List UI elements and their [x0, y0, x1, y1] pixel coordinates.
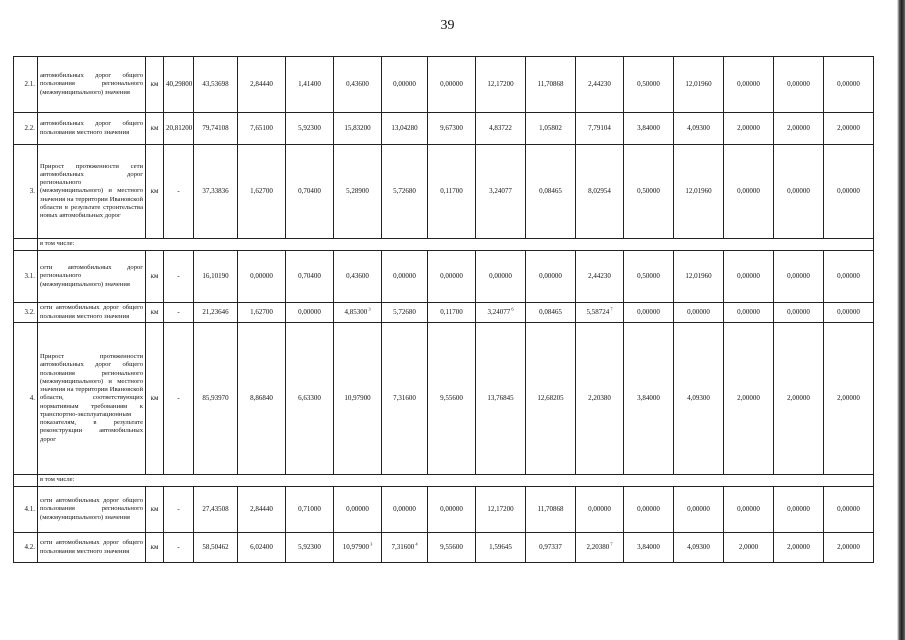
- value-cell: 2,00000: [724, 113, 774, 145]
- subheader-text: в том числе:: [38, 239, 874, 251]
- table-row: [14, 533, 874, 563]
- value-cell: 0,70400: [286, 145, 334, 239]
- value-cell: 0,00000: [724, 303, 774, 323]
- value-cell: 9,67300: [428, 113, 476, 145]
- value-cell: 0,00000: [724, 251, 774, 303]
- value-cell: 0,00000: [824, 57, 874, 113]
- value-cell: 0,08465: [526, 145, 576, 239]
- subheader-text: в том числе:: [38, 475, 874, 487]
- row-number: 3.2.: [14, 303, 38, 323]
- value-cell: 0,00000: [724, 487, 774, 533]
- value-cell: 1,59645: [476, 533, 526, 563]
- empty-cell: [14, 475, 38, 487]
- base-value: -: [164, 487, 194, 533]
- indicator-name: сети автомобильных дорог регионального (межмуниципального) значения: [38, 251, 146, 303]
- value-cell: 4,09300: [674, 323, 724, 475]
- footnote-marker: 4: [414, 541, 418, 547]
- value-cell: 5,28900: [334, 145, 382, 239]
- value-cell: 37,33836: [194, 145, 238, 239]
- table-row: [14, 57, 874, 113]
- value-cell: 2,00000: [824, 113, 874, 145]
- row-number: 4.2.: [14, 533, 38, 563]
- unit-cell: км: [146, 251, 164, 303]
- value-cell: 7,31600: [382, 323, 428, 475]
- table-row: [14, 113, 874, 145]
- table-row: [14, 251, 874, 303]
- value-cell: 13,76845: [476, 323, 526, 475]
- value-cell: 0,00000: [674, 487, 724, 533]
- value-cell: 2,84440: [238, 57, 286, 113]
- value-cell: 7,31600 $^4$: [382, 533, 428, 563]
- base-value: -: [164, 533, 194, 563]
- value-cell: 2,0000: [724, 533, 774, 563]
- value-cell: 0,00000: [624, 487, 674, 533]
- value-cell: 0,08465: [526, 303, 576, 323]
- value-cell: 3,84000: [624, 113, 674, 145]
- value-cell: 9,55600: [428, 323, 476, 475]
- value-cell: 7,79104: [576, 113, 624, 145]
- value-cell: 0,00000: [824, 487, 874, 533]
- data-table: [13, 56, 874, 563]
- value-cell: 0,11700: [428, 303, 476, 323]
- value-cell: 2,44230: [576, 57, 624, 113]
- value-cell: 0,97337: [526, 533, 576, 563]
- page-number: 39: [440, 18, 455, 33]
- unit-cell: км: [146, 113, 164, 145]
- value-cell: 0,50000: [624, 57, 674, 113]
- value-cell: 5,58724 $^7$: [576, 303, 624, 323]
- value-cell: 2,00000: [774, 533, 824, 563]
- value-cell: 0,43600: [334, 251, 382, 303]
- value-cell: 2,00000: [824, 533, 874, 563]
- value-cell: 2,00000: [724, 323, 774, 475]
- indicator-name: сети автомобильных дорог общего пользования местного значения: [38, 533, 146, 563]
- value-cell: 1,41400: [286, 57, 334, 113]
- footnote-marker: 6: [510, 306, 514, 312]
- value-cell: 2,00000: [774, 323, 824, 475]
- value-cell: 85,93970: [194, 323, 238, 475]
- value-cell: 15,83200: [334, 113, 382, 145]
- value-cell: 0,00000: [382, 57, 428, 113]
- value-cell: 0,00000: [382, 251, 428, 303]
- value-cell: 27,43508: [194, 487, 238, 533]
- unit-cell: км: [146, 487, 164, 533]
- value-cell: 5,92300: [286, 113, 334, 145]
- value-cell: 7,65100: [238, 113, 286, 145]
- value-cell: 0,00000: [774, 251, 824, 303]
- value-cell: 0,00000: [334, 487, 382, 533]
- value-cell: 2,44230: [576, 251, 624, 303]
- value-cell: 4,09300: [674, 113, 724, 145]
- value-cell: 21,23646: [194, 303, 238, 323]
- value-cell: 5,72680: [382, 303, 428, 323]
- footnote-marker: 7: [609, 541, 613, 547]
- value-cell: 0,50000: [624, 145, 674, 239]
- unit-cell: км: [146, 303, 164, 323]
- value-cell: 0,00000: [286, 303, 334, 323]
- table-row: [14, 303, 874, 323]
- value-cell: 1,62700: [238, 303, 286, 323]
- row-number: 3.1.: [14, 251, 38, 303]
- value-cell: 79,74108: [194, 113, 238, 145]
- value-cell: 0,50000: [624, 251, 674, 303]
- row-number: 3.: [14, 145, 38, 239]
- value-cell: 0,00000: [674, 303, 724, 323]
- subheader-row: [14, 239, 874, 251]
- unit-cell: км: [146, 323, 164, 475]
- value-cell: 3,24077 $^6$: [476, 303, 526, 323]
- base-value: -: [164, 323, 194, 475]
- value-cell: 0,00000: [824, 303, 874, 323]
- footnote-marker: 3: [368, 541, 373, 547]
- value-cell: 16,10190: [194, 251, 238, 303]
- value-cell: 10,97900: [334, 323, 382, 475]
- value-cell: 0,11700: [428, 145, 476, 239]
- value-cell: 12,01960: [674, 57, 724, 113]
- row-number: 4.: [14, 323, 38, 475]
- value-cell: 2,84440: [238, 487, 286, 533]
- base-value: 40,29800: [164, 57, 194, 113]
- value-cell: 43,53698: [194, 57, 238, 113]
- value-cell: 2,20380 $^7$: [576, 533, 624, 563]
- value-cell: 0,00000: [382, 487, 428, 533]
- value-cell: 11,70868: [526, 487, 576, 533]
- unit-cell: км: [146, 57, 164, 113]
- value-cell: 3,84000: [624, 533, 674, 563]
- value-cell: 4,83722: [476, 113, 526, 145]
- value-cell: 12,17200: [476, 487, 526, 533]
- value-cell: 0,00000: [428, 251, 476, 303]
- indicator-name: автомобильных дорог общего пользования местного значения: [38, 113, 146, 145]
- value-cell: 13,04280: [382, 113, 428, 145]
- base-value: 20,81200: [164, 113, 194, 145]
- value-cell: 12,17200: [476, 57, 526, 113]
- value-cell: 12,01960: [674, 251, 724, 303]
- value-cell: 0,00000: [428, 57, 476, 113]
- value-cell: 4,85300 $^3$: [334, 303, 382, 323]
- indicator-name: Прирост протяженности автомобильных дорог общего пользования регионального (межмуниципального) и местного значения на территории Ивановской области, соответствующих нормативным требованиям к транспортно-эксплуатационным показателям, в результате реконструкции автомобильных дорог: [38, 323, 146, 475]
- value-cell: 0,00000: [724, 57, 774, 113]
- value-cell: 3,84000: [624, 323, 674, 475]
- value-cell: 10,97900 $^3$: [334, 533, 382, 563]
- indicator-name: автомобильных дорог общего пользования регионального (межмуниципального) значения: [38, 57, 146, 113]
- value-cell: 11,70868: [526, 57, 576, 113]
- base-value: -: [164, 145, 194, 239]
- value-cell: 6,63300: [286, 323, 334, 475]
- value-cell: 0,00000: [774, 145, 824, 239]
- value-cell: 0,00000: [238, 251, 286, 303]
- footnote-marker: 3: [367, 306, 371, 312]
- value-cell: 6,02400: [238, 533, 286, 563]
- scan-edge: [897, 0, 905, 640]
- value-cell: 0,00000: [428, 487, 476, 533]
- value-cell: 0,00000: [476, 251, 526, 303]
- value-cell: 2,00000: [824, 323, 874, 475]
- value-cell: 0,00000: [774, 487, 824, 533]
- value-cell: 0,00000: [824, 145, 874, 239]
- value-cell: 0,00000: [774, 57, 824, 113]
- indicator-name: Прирост протяженности сети автомобильных дорог регионального (межмуниципального) и местного значения на территории Ивановской области в результате строительства новых автомобильных дорог: [38, 145, 146, 239]
- table-row: [14, 323, 874, 475]
- base-value: -: [164, 251, 194, 303]
- row-number: 2.2.: [14, 113, 38, 145]
- indicator-name: сети автомобильных дорог общего пользования местного значения: [38, 303, 146, 323]
- value-cell: 2,20380: [576, 323, 624, 475]
- unit-cell: км: [146, 533, 164, 563]
- value-cell: 0,00000: [526, 251, 576, 303]
- table-row: [14, 487, 874, 533]
- value-cell: 4,09300: [674, 533, 724, 563]
- value-cell: 0,00000: [724, 145, 774, 239]
- indicator-name: сети автомобильных дорог общего пользования регионального (межмуниципального) значения: [38, 487, 146, 533]
- value-cell: 58,50462: [194, 533, 238, 563]
- value-cell: 12,68205: [526, 323, 576, 475]
- value-cell: 0,70400: [286, 251, 334, 303]
- empty-cell: [14, 239, 38, 251]
- row-number: 4.1.: [14, 487, 38, 533]
- value-cell: 2,00000: [774, 113, 824, 145]
- value-cell: 8,02954: [576, 145, 624, 239]
- unit-cell: км: [146, 145, 164, 239]
- value-cell: 0,43600: [334, 57, 382, 113]
- value-cell: 0,00000: [824, 251, 874, 303]
- value-cell: 8,86840: [238, 323, 286, 475]
- row-number: 2.1.: [14, 57, 38, 113]
- value-cell: 0,00000: [774, 303, 824, 323]
- base-value: -: [164, 303, 194, 323]
- value-cell: 3,24077: [476, 145, 526, 239]
- subheader-row: [14, 475, 874, 487]
- value-cell: 0,00000: [624, 303, 674, 323]
- value-cell: 5,92300: [286, 533, 334, 563]
- value-cell: 1,05802: [526, 113, 576, 145]
- footnote-marker: 7: [609, 306, 613, 312]
- value-cell: 0,00000: [576, 487, 624, 533]
- table-row: [14, 145, 874, 239]
- value-cell: 9,55600: [428, 533, 476, 563]
- value-cell: 1,62700: [238, 145, 286, 239]
- value-cell: 12,01960: [674, 145, 724, 239]
- value-cell: 5,72680: [382, 145, 428, 239]
- value-cell: 0,71000: [286, 487, 334, 533]
